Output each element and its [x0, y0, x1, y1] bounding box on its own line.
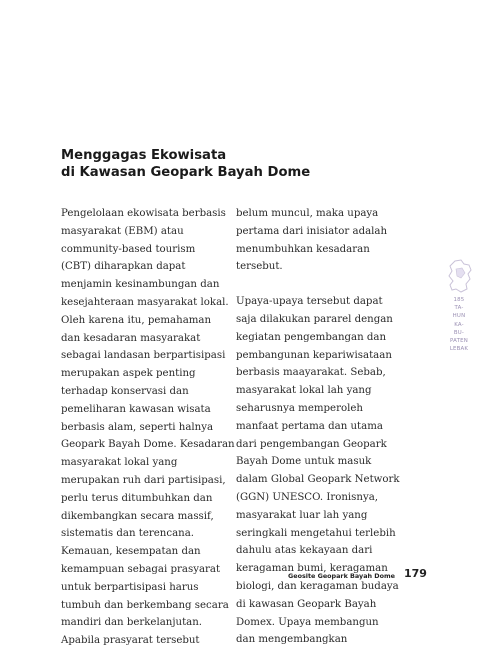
body-text-line: pembangunan kepariwisataan: [236, 349, 392, 361]
body-text-line: Apabila prasyarat tersebut: [61, 635, 200, 647]
body-text-line: sebagai landasan berpartisipasi: [61, 350, 226, 362]
body-text-line: untuk berpartisipasi harus: [61, 581, 199, 593]
body-text-line: dikembangkan secara massif,: [61, 510, 214, 522]
body-text-line: kegiatan pengembangan dan: [236, 331, 387, 343]
body-text-line: dari pengembangan Geopark: [236, 438, 387, 450]
body-text-line: Domex. Upaya membangun: [236, 616, 379, 628]
right-paragraph-1: [236, 205, 401, 276]
body-text-line: menumbuhkan kesadaran: [236, 243, 370, 255]
right-paragraph-2: [236, 293, 401, 649]
body-text-line: seringkali mengetahui terlebih: [236, 527, 396, 539]
body-text-line: saja dilakukan pararel dengan: [236, 313, 393, 325]
body-text-line: kemampuan sebagai prasyarat: [61, 563, 221, 575]
side-label-line: LEBAK: [449, 346, 469, 353]
title-line-1: Menggagas Ekowisata: [61, 148, 227, 163]
body-text-line: seharusnya memperoleh: [236, 402, 363, 414]
body-text-line: Geopark Bayah Dome. Kesadaran: [61, 439, 235, 451]
body-text-line: tumbuh dan berkembang secara: [61, 599, 229, 611]
body-text-line: dan kesadaran masyarakat: [61, 332, 201, 344]
body-text-line: mandiri dan berkelanjutan.: [61, 617, 203, 629]
body-text-line: dalam Global Geopark Network: [236, 474, 400, 486]
body-text-line: belum muncul, maka upaya: [236, 208, 379, 219]
body-text-line: berbasis alam, seperti halnya: [61, 421, 214, 433]
body-text-line: Kemauan, kesempatan dan: [61, 546, 201, 558]
body-text-line: pertama dari inisiator adalah: [236, 225, 388, 237]
body-text-line: (CBT) diharapkan dapat: [61, 261, 186, 273]
body-text-line: masyarakat lokal yang: [61, 457, 178, 469]
side-label: [437, 296, 480, 353]
body-text-line: sistematis dan terencana.: [61, 528, 195, 540]
body-text-line: Bayah Dome untuk masuk: [236, 456, 372, 468]
side-label-line: TA-: [454, 305, 464, 312]
body-text-line: Oleh karena itu, pemahaman: [61, 314, 212, 326]
body-text-line: masyarakat (EBM) atau: [61, 225, 184, 237]
body-text-line: tersebut.: [236, 261, 283, 273]
body-text-line: keragaman bumi, keragaman: [236, 563, 388, 575]
body-text-line: menjamin kesinambungan dan: [61, 279, 220, 291]
side-label-line: BU-: [453, 329, 465, 336]
body-text-line: biologi, dan keragaman budaya: [236, 580, 399, 592]
body-text-line: terhadap konservasi dan: [61, 385, 189, 397]
body-text-line: dahulu atas kekayaan dari: [236, 545, 373, 557]
body-text-line: perlu terus ditumbuhkan dan: [61, 492, 213, 504]
body-text-line: dan mengembangkan: [236, 634, 348, 646]
page-number: 179: [404, 567, 427, 580]
side-label-line: KA-: [454, 321, 464, 328]
body-text-line: masyarakat luar lah yang: [236, 509, 368, 521]
body-text-line: berbasis maayarakat. Sebab,: [236, 367, 386, 379]
title-line-2: di Kawasan Geopark Bayah Dome: [61, 165, 311, 180]
body-text-line: Pengelolaan ekowisata berbasis: [61, 208, 226, 219]
side-label-line: PATEN: [450, 338, 468, 345]
article-title: [61, 147, 361, 181]
body-text-line: community-based tourism: [61, 243, 196, 255]
body-text-line: manfaat pertama dan utama: [236, 420, 383, 432]
running-title: Geosite Geopark Bayah Dome: [288, 572, 395, 580]
left-column: [61, 205, 235, 650]
body-text-line: pemeliharan kawasan wisata: [61, 403, 211, 415]
body-text-line: di kawasan Geopark Bayah: [236, 598, 377, 610]
side-label-line: 185: [453, 297, 465, 303]
right-column: [236, 205, 401, 649]
body-text-line: (GGN) UNESCO. Ironisnya,: [236, 491, 379, 503]
lebak-map-icon: [447, 259, 473, 293]
body-text-line: Upaya-upaya tersebut dapat: [236, 296, 383, 308]
body-text-line: merupakan aspek penting: [61, 368, 196, 380]
body-text-line: masyarakat lokal lah yang: [236, 385, 372, 397]
body-text-line: kesejahteraan masyarakat lokal.: [61, 296, 229, 308]
body-text-line: merupakan ruh dari partisipasi,: [61, 474, 226, 486]
side-label-line: HUN: [452, 313, 466, 320]
